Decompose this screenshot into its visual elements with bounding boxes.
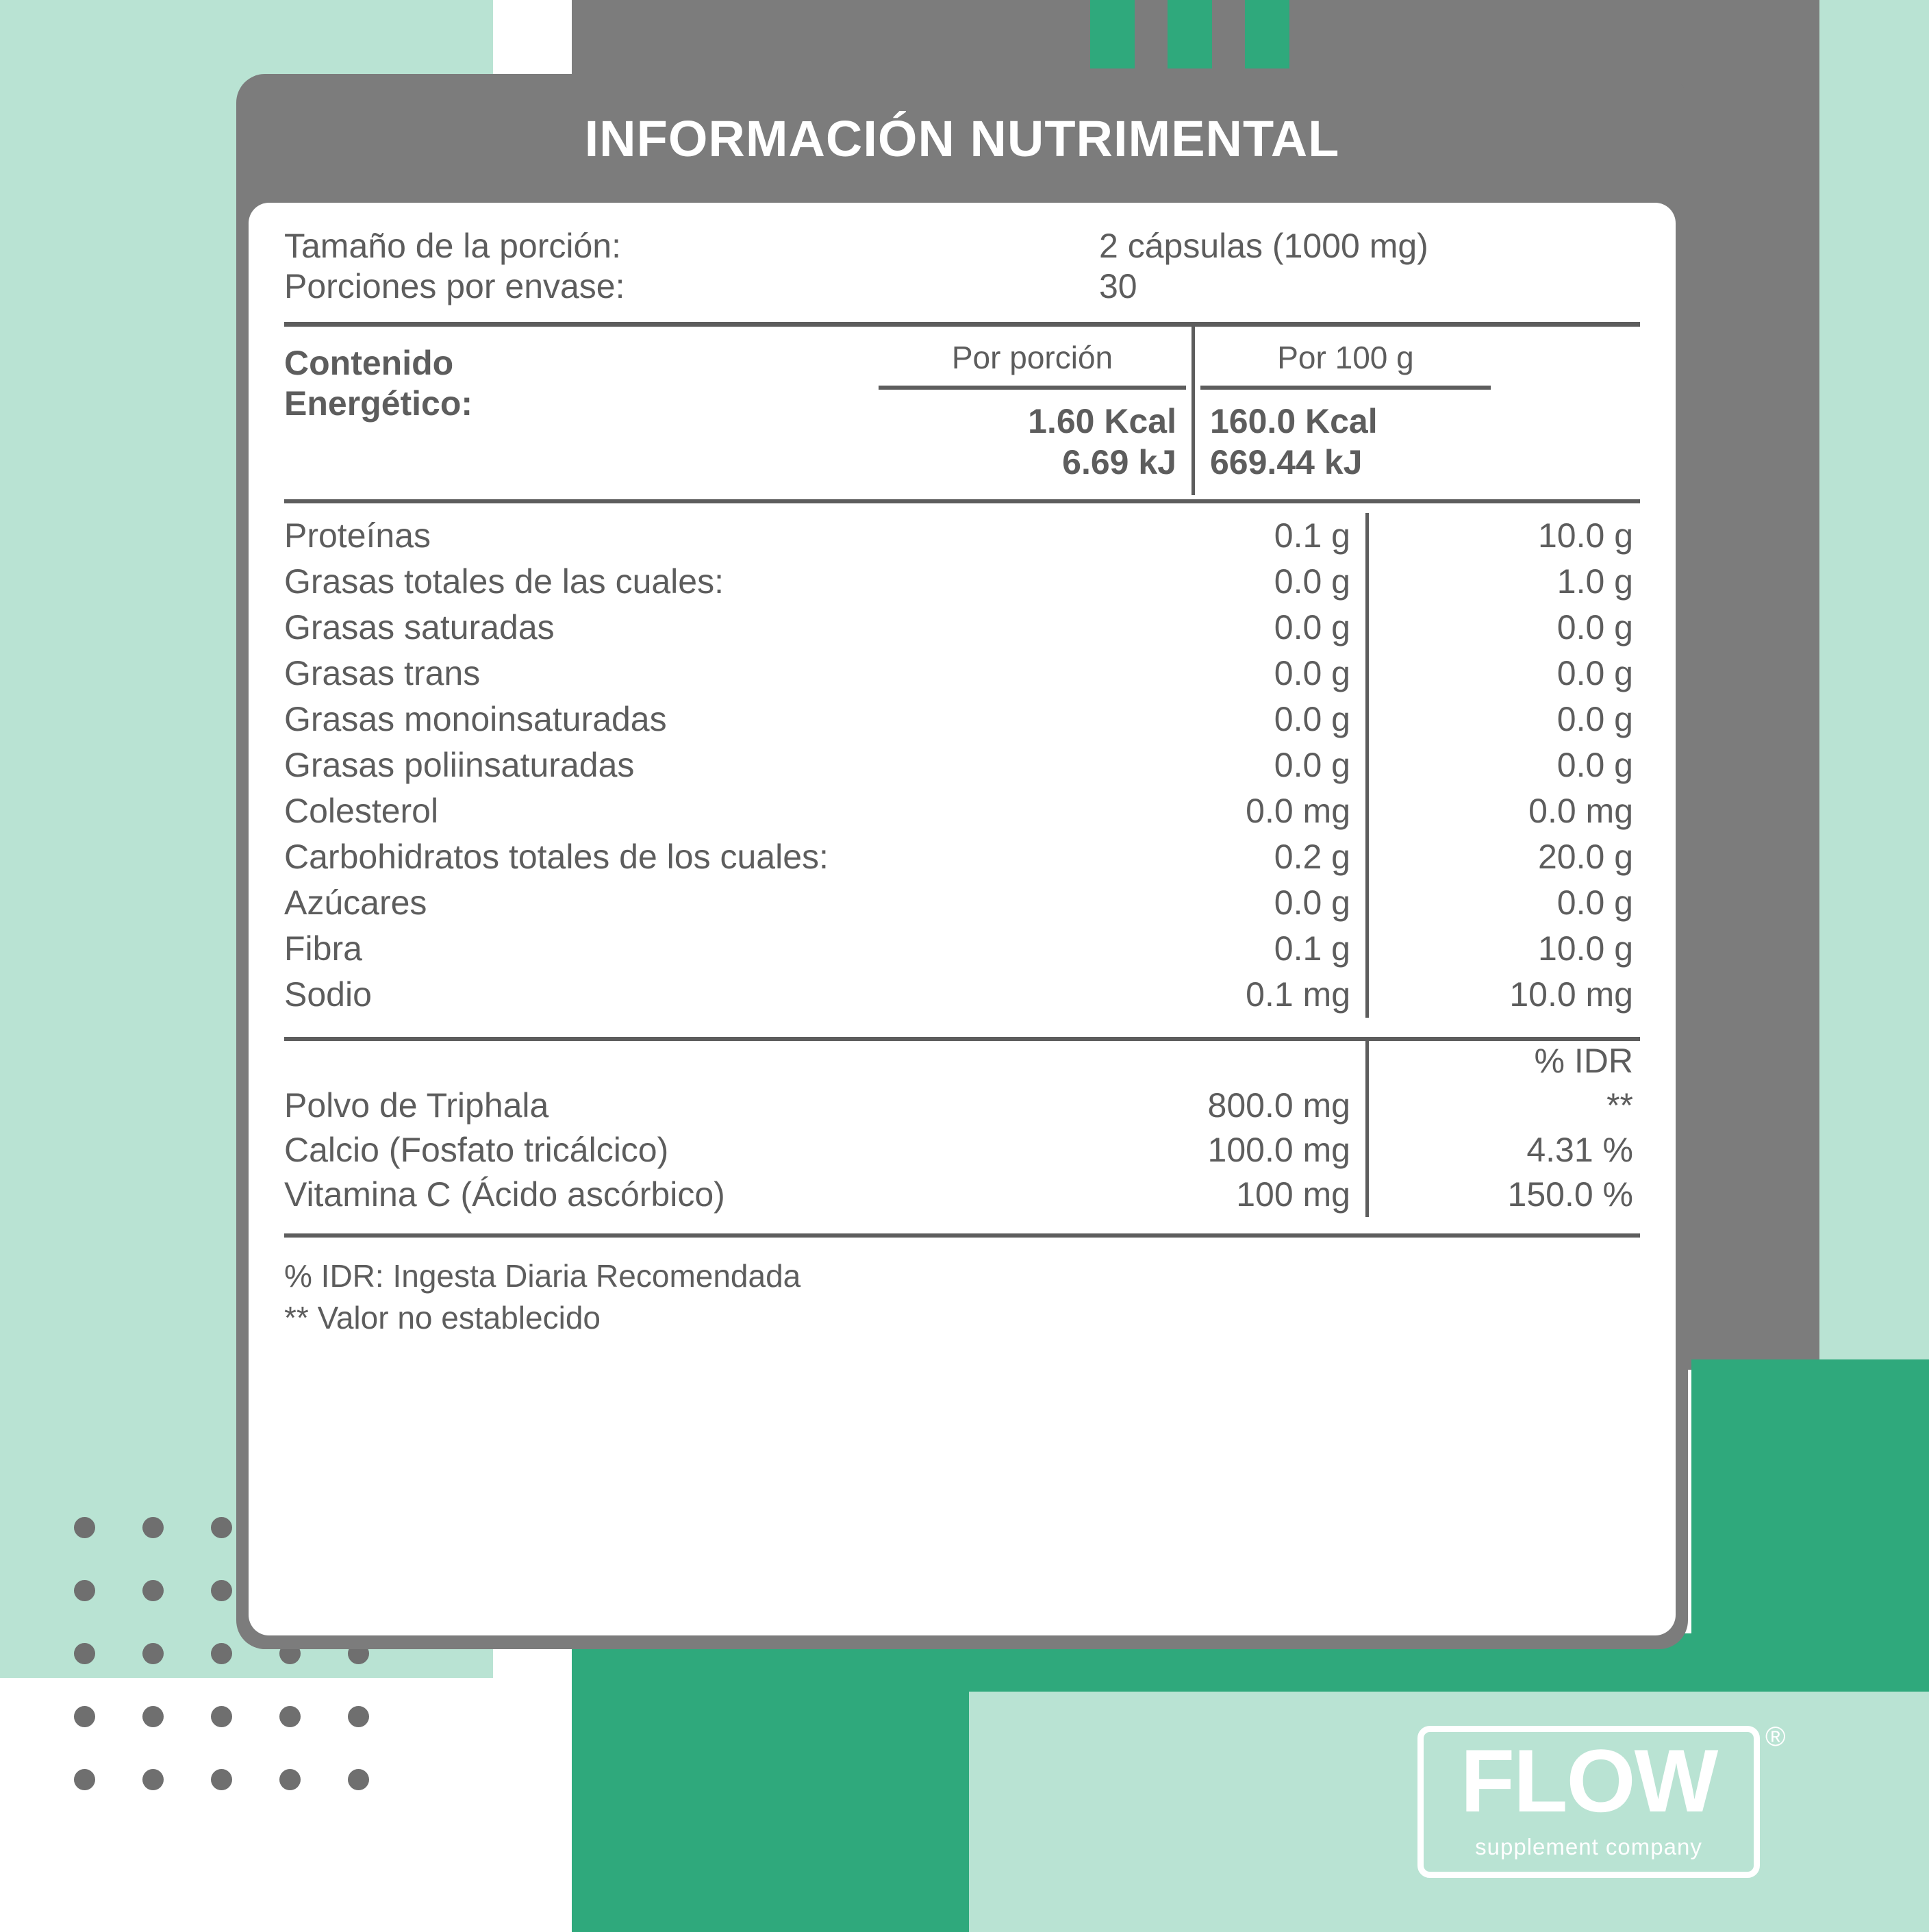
energy-portion-kj: 6.69 kJ — [1062, 443, 1176, 481]
ingredient-amount: 800.0 mg — [1136, 1083, 1369, 1128]
table-row — [284, 1128, 1640, 1172]
nutrient-per-100g: 0.0 mg — [1528, 792, 1633, 830]
energy-label-line1: Contenido — [284, 344, 454, 382]
background-mint-right — [1819, 0, 1929, 1370]
nutrient-per-portion: 0.0 g — [1136, 697, 1369, 742]
nutrient-per-portion: 0.0 g — [1136, 559, 1369, 605]
idr-header-spacer — [284, 1041, 1136, 1083]
nutrient-per-100g: 0.0 g — [1556, 700, 1633, 738]
energy-per-portion-values — [873, 390, 1192, 495]
energy-section — [284, 327, 1640, 495]
ingredient-idr: 150.0 % — [1507, 1175, 1633, 1214]
nutrient-per-100g: 0.0 g — [1556, 746, 1633, 784]
servings-per-container-value: 30 — [1099, 267, 1137, 305]
logo-wordmark: FLOW — [1460, 1731, 1717, 1831]
footnote-asterisk: ** Valor no establecido — [284, 1299, 601, 1335]
energy-100g-kcal: 160.0 Kcal — [1210, 402, 1378, 440]
servings-per-container-label: Porciones por envase: — [284, 267, 625, 305]
nutrient-name: Grasas saturadas — [284, 608, 555, 647]
column-per-portion — [873, 327, 1195, 495]
energy-label-line2: Energético: — [284, 384, 473, 423]
table-row — [284, 1172, 1640, 1217]
footnotes — [284, 1238, 1640, 1338]
brand-logo — [1417, 1722, 1786, 1883]
nutrient-per-100g: 10.0 g — [1537, 929, 1633, 968]
decor-tick-1 — [1090, 0, 1135, 68]
nutrient-per-100g: 10.0 g — [1537, 516, 1633, 555]
serving-size-value: 2 cápsulas (1000 mg) — [1099, 227, 1428, 265]
nutrient-per-portion: 0.1 mg — [1136, 972, 1369, 1018]
nutrient-name: Grasas poliinsaturadas — [284, 746, 635, 784]
serving-size-label: Tamaño de la porción: — [284, 227, 621, 265]
nutrient-per-portion: 0.0 g — [1136, 742, 1369, 788]
footnote-idr: % IDR: Ingesta Diaria Recomendada — [284, 1258, 801, 1294]
nutrient-per-portion: 0.0 mg — [1136, 788, 1369, 834]
nutrient-per-100g: 1.0 g — [1556, 562, 1633, 601]
table-row — [284, 834, 1640, 880]
energy-100g-kj: 669.44 kJ — [1210, 443, 1363, 481]
nutrient-per-portion: 0.0 g — [1136, 651, 1369, 697]
nutrient-name: Grasas trans — [284, 654, 481, 692]
divider-top — [284, 322, 1640, 327]
nutrient-per-portion: 0.2 g — [1136, 834, 1369, 880]
table-row — [284, 1083, 1640, 1128]
nutrient-per-portion: 0.1 g — [1136, 926, 1369, 972]
decor-tick-2 — [1168, 0, 1212, 68]
table-row — [284, 651, 1640, 697]
table-row — [284, 972, 1640, 1018]
table-row — [284, 926, 1640, 972]
nutrition-panel — [249, 203, 1676, 1635]
ingredient-idr: ** — [1606, 1086, 1633, 1125]
ingredient-name: Polvo de Triphala — [284, 1086, 549, 1125]
ingredient-amount: 100 mg — [1136, 1172, 1369, 1217]
nutrient-table — [284, 499, 1640, 1018]
servings-per-container-row — [284, 266, 1640, 307]
ingredients-table — [284, 1083, 1640, 1217]
nutrient-name: Azúcares — [284, 883, 427, 922]
table-row — [284, 559, 1640, 605]
ingredient-idr: 4.31 % — [1526, 1131, 1633, 1169]
logo-tagline: supplement company — [1475, 1834, 1702, 1859]
table-row — [284, 697, 1640, 742]
nutrient-name: Proteínas — [284, 516, 431, 555]
energy-per-100g-values — [1195, 390, 1496, 495]
table-row — [284, 788, 1640, 834]
table-row — [284, 513, 1640, 559]
nutrient-per-100g: 0.0 g — [1556, 608, 1633, 647]
column-header-per-100g: Por 100 g — [1277, 340, 1414, 375]
nutrient-per-portion: 0.0 g — [1136, 880, 1369, 926]
background-green-right — [1691, 1359, 1929, 1743]
nutrient-per-portion: 0.0 g — [1136, 605, 1369, 651]
nutrient-per-portion: 0.1 g — [1136, 513, 1369, 559]
ingredient-name: Vitamina C (Ácido ascórbico) — [284, 1175, 725, 1214]
nutrient-name: Sodio — [284, 975, 372, 1014]
column-header-idr: % IDR — [1534, 1042, 1633, 1080]
idr-header-spacer-2 — [1136, 1041, 1369, 1083]
registered-trademark-icon: ® — [1765, 1722, 1786, 1752]
nutrient-name: Grasas monoinsaturadas — [284, 700, 667, 738]
column-per-100g — [1195, 327, 1496, 495]
nutrient-name: Grasas totales de las cuales: — [284, 562, 724, 601]
nutrient-name: Carbohidratos totales de los cuales: — [284, 838, 829, 876]
decor-tick-3 — [1245, 0, 1289, 68]
energy-label — [284, 327, 873, 495]
nutrient-per-100g: 10.0 mg — [1509, 975, 1633, 1014]
serving-info — [284, 226, 1640, 307]
table-row — [284, 605, 1640, 651]
nutrient-per-100g: 20.0 g — [1537, 838, 1633, 876]
serving-size-row — [284, 226, 1640, 266]
nutrition-card — [236, 74, 1688, 1649]
page-title: INFORMACIÓN NUTRIMENTAL — [584, 110, 1340, 167]
nutrient-name: Fibra — [284, 929, 362, 968]
table-row — [284, 742, 1640, 788]
table-row — [284, 880, 1640, 926]
column-header-per-portion: Por porción — [951, 340, 1113, 375]
idr-header-row — [284, 1041, 1640, 1083]
ingredient-name: Calcio (Fosfato tricálcico) — [284, 1131, 669, 1169]
ingredient-amount: 100.0 mg — [1136, 1128, 1369, 1172]
nutrient-name: Colesterol — [284, 792, 439, 830]
energy-portion-kcal: 1.60 Kcal — [1028, 402, 1176, 440]
nutrient-per-100g: 0.0 g — [1556, 654, 1633, 692]
nutrient-per-100g: 0.0 g — [1556, 883, 1633, 922]
